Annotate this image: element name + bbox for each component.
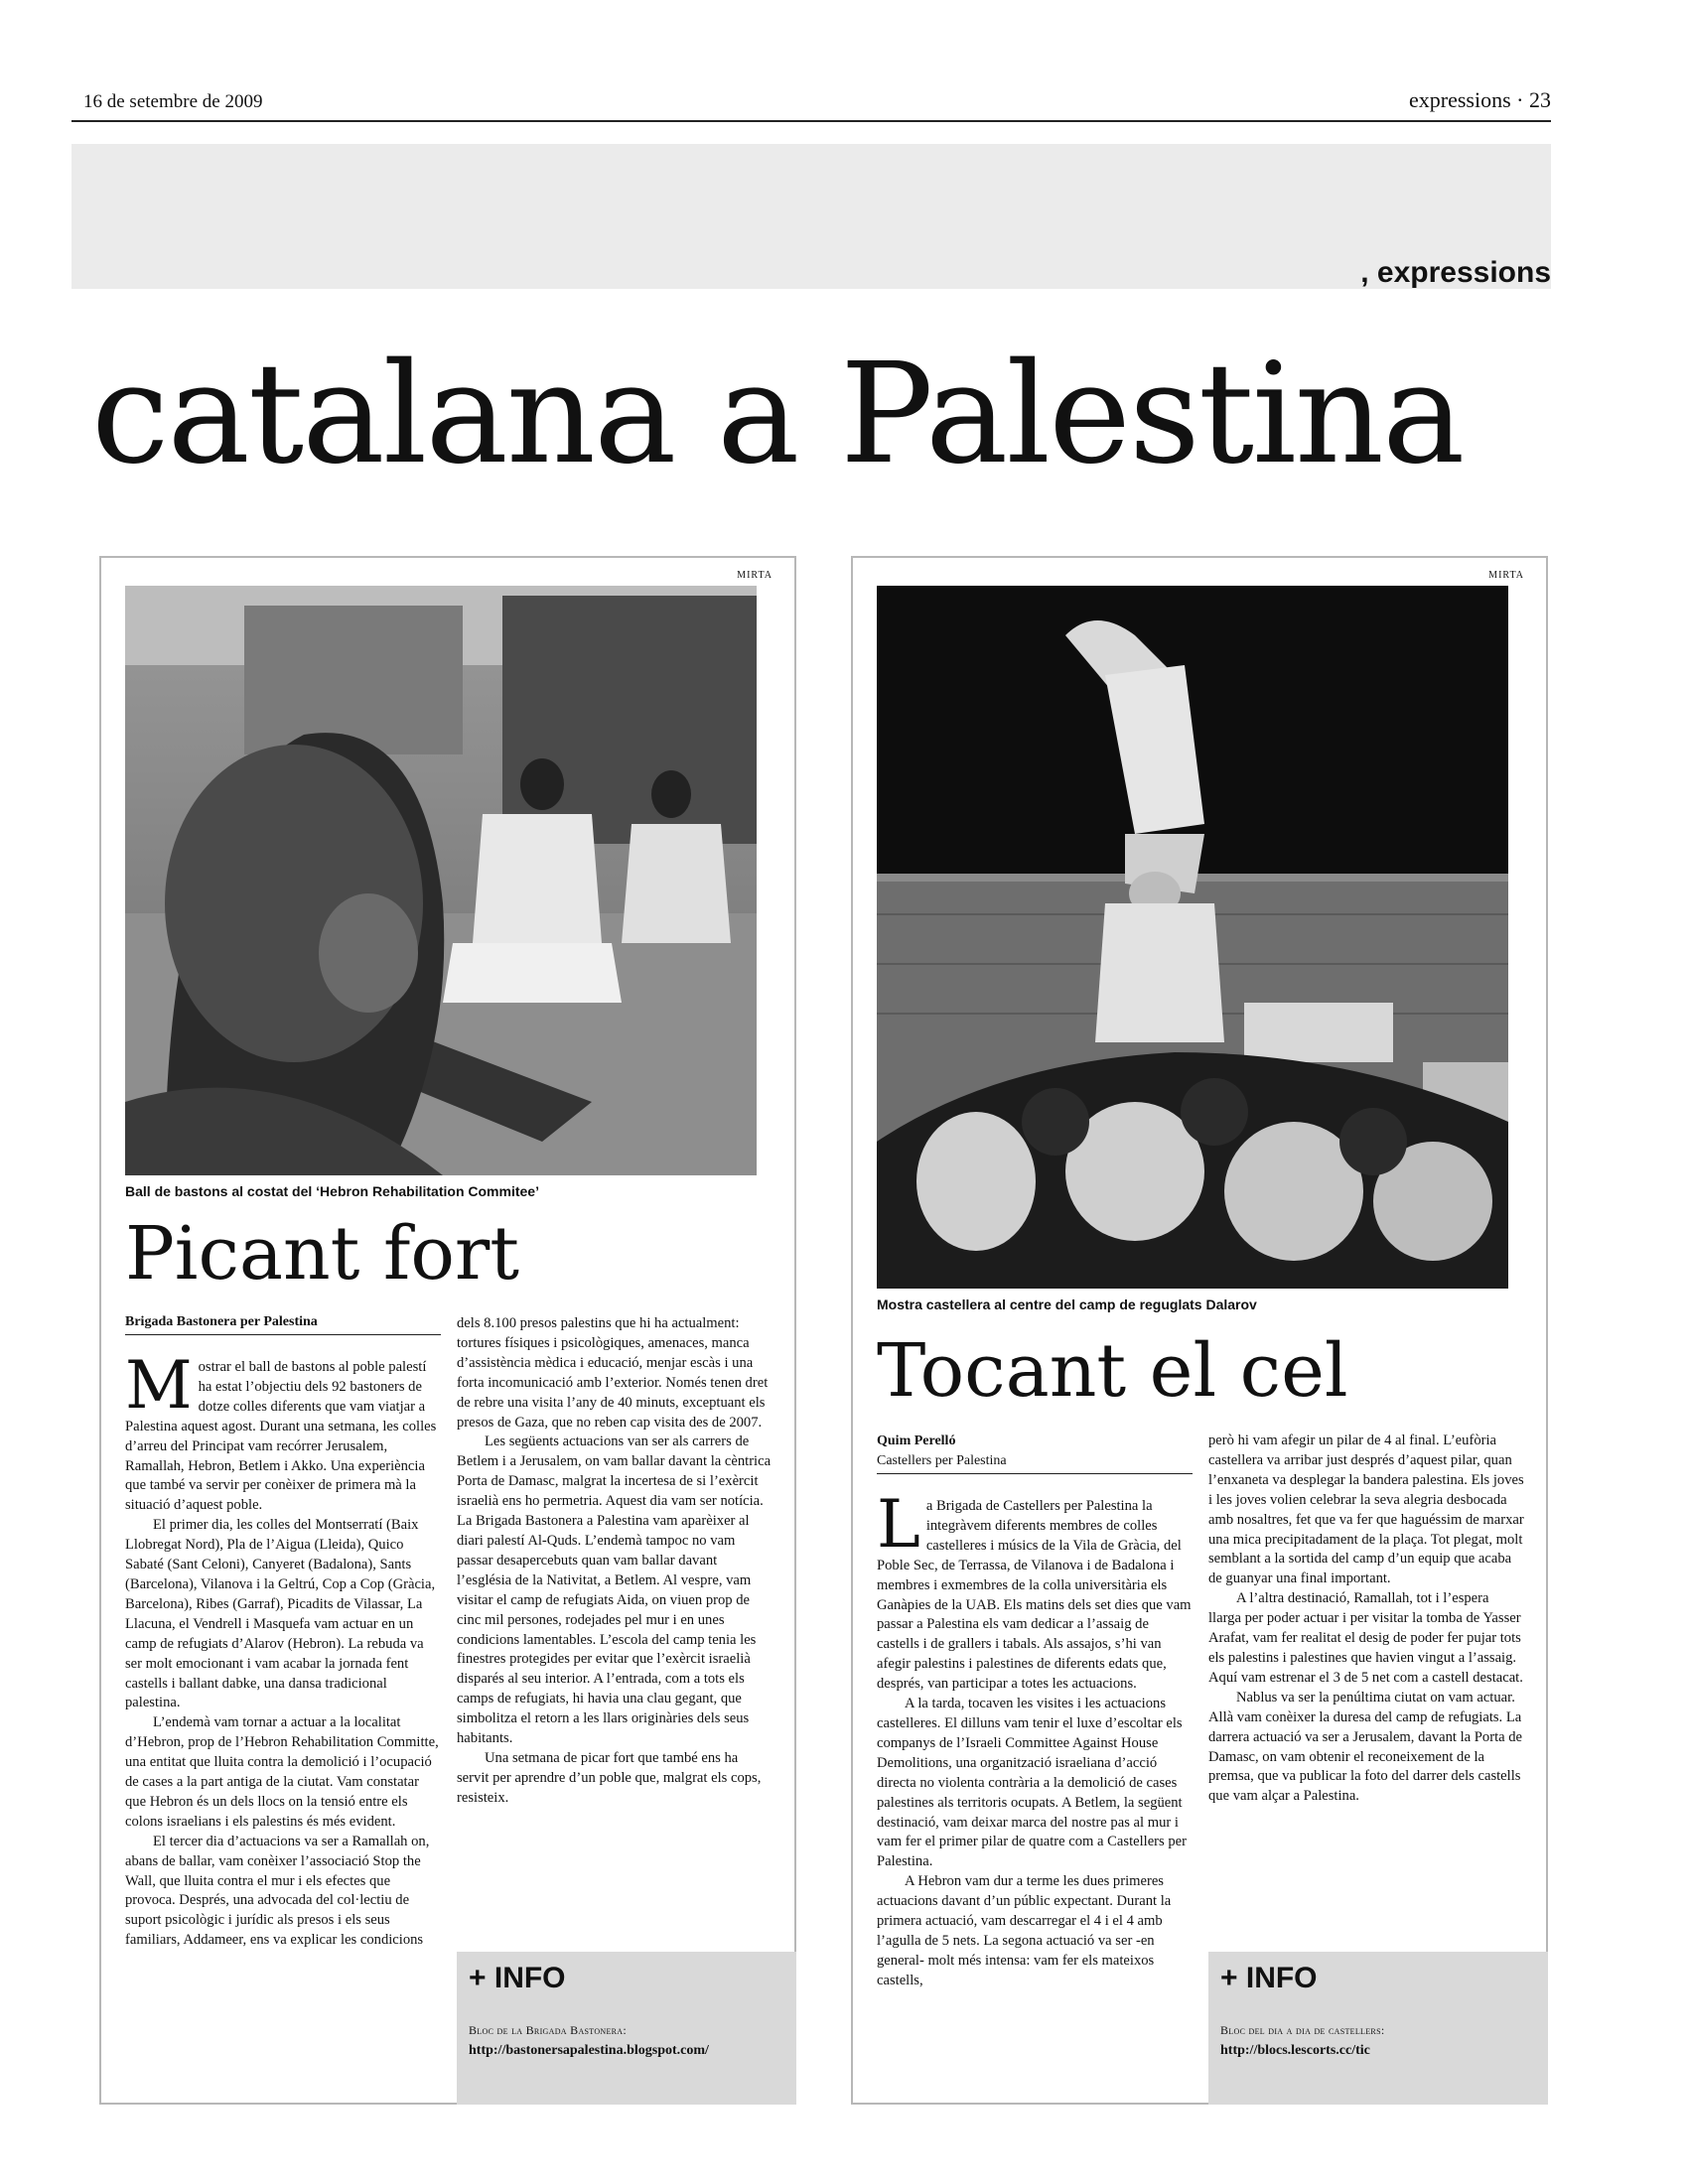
info-link[interactable]: http://blocs.lescorts.cc/tic — [1220, 2043, 1370, 2058]
info-label: Bloc de la Brigada Bastonera: — [469, 2023, 628, 2037]
right-article — [851, 556, 1548, 2105]
paragraph: A l’altra destinació, Ramallah, tot i l’espera llarga per poder actuar i per visitar la tomba de Yasser Arafat, vam fer realitat el desig de poder fer pujar tots els palestins i palestines que havien vingut a l’assaig. Aquí vam estrenar el 3 de 5 net com a castell destacat. — [1208, 1590, 1523, 1686]
article-column-2 — [1208, 1432, 1524, 1928]
info-title: + INFO — [1220, 1962, 1318, 1994]
photo-human-tower-image — [877, 586, 1508, 1289]
photo-credit: MIRTA — [1488, 570, 1524, 581]
photo-human-tower — [877, 586, 1508, 1289]
paragraph: Les següents actuacions van ser als carrers de Betlem i a Jerusalem, on vam ballar davant la cèntrica Porta de Damasc, malgrat la incertesa de si l’exèrcit israelià ens ho permetria. Aquest dia vam ser notícia. La Brigada Bastonera a Palestina vam aparèixer al diari palestí Al-Quds. L’endemà tampoc no vam passar desapercebuts quan vam ballar davant l’església de la Nativitat, a Betlem. Al vespre, vam visitar el camp de refugiats Aida, on viuen prop de cinc mil persones, rodejades pel mur i en unes condicions lamentables. L’escola del camp tenia les finestres protegides per evitar que l’exèrcit israelià disparés al seu interior. A l’entrada, com a tots els camps de refugiats, hi havia una clau gegant, que simbolitza el retorn a les llars originàries dels seus habitants. — [457, 1433, 772, 1747]
main-title: catalana a Palestina — [91, 334, 1464, 495]
info-label: Bloc del dia a dia de castellers: — [1220, 2023, 1385, 2037]
paragraph: L’endemà vam tornar a actuar a la localitat d’Hebron, prop de l’Hebron Rehabilitation Committe, una entitat que lluita contra la demolició i l’ocupació de cases a la part antiga de la ciutat. Vam constatar que Hebron és un dels llocs on la tensió entre els colons israelians i els palestins és més evident. — [125, 1714, 439, 1830]
article-byline: Brigada Bastonera per Palestina — [125, 1314, 318, 1329]
photo-stick-dance-image — [125, 586, 757, 1175]
paragraph: Una setmana de picar fort que també ens ha servit per aprendre d’un poble que, malgrat els cops, resisteix. — [457, 1749, 762, 1806]
article-column-1 — [125, 1358, 441, 2095]
photo-credit: MIRTA — [737, 570, 773, 581]
article-author: Quim Perelló — [877, 1433, 956, 1448]
paragraph: A la tarda, tocaven les visites i les actuacions castelleres. El dilluns vam tenir el luxe d’escoltar els companys de l’Israeli Committee Against House Demolitions, una organització israeliana d’acció directa no violenta contrària a la demolició de cases palestines als territoris ocupats. A Betlem, la següent destinació, vam deixar marca del nostre pas al mur i vam fer el primer pilar de quatre com a Castellers per Palestina. — [877, 1696, 1188, 1870]
article-column-2 — [457, 1314, 773, 1920]
byline-rule — [125, 1334, 441, 1335]
info-title: + INFO — [469, 1962, 566, 1994]
info-link[interactable]: http://bastonersapalestina.blogspot.com/ — [469, 2043, 709, 2058]
header-rule — [71, 120, 1551, 122]
byline-rule — [877, 1473, 1193, 1474]
article-byline-org: Castellers per Palestina — [877, 1453, 1007, 1468]
section-label: , expressions — [1360, 256, 1551, 289]
dropcap: L — [877, 1497, 920, 1563]
paragraph: Mostrar el ball de bastons al poble palestí ha estat l’objectiu dels 92 bastoners de dotze colles diferents que vam viatjar a Palestina aquest agost. Durant una setmana, les colles d’arreu del Principat vam recórrer Jerusalem, Ramallah, Hebron, Betlem i Akko. Una experiència que també va servir per conèixer de primera mà la situació d’aquest poble. — [125, 1358, 437, 1514]
photo-stick-dance — [125, 586, 757, 1175]
paragraph: dels 8.100 presos palestins que hi ha actualment: tortures físiques i psicològiques, amenaces, manca d’assistència mèdica i educació, menjar escàs i una forta incomunicació amb l’exterior. Només tenen dret de rebre una visita l’any de 40 minuts, exceptuant els presos de Gaza, que no reben cap visita des de 2007. — [457, 1315, 769, 1431]
section-page-number: expressions · 23 — [1409, 87, 1551, 112]
info-box — [457, 1952, 796, 2105]
paragraph: Nablus va ser la penúltima ciutat on vam actuar. Allà vam conèixer la duresa del camp de refugiats. La darrera actuació va ser a Jerusalem, davant la Porta de Damasc, on vam obtenir el reconeixement de la premsa, que va publicar la foto del darrer dels castells que vam alçar a Palestina. — [1208, 1689, 1523, 1805]
left-article — [99, 556, 796, 2105]
photo-caption: Ball de bastons al costat del ‘Hebron Rehabilitation Commitee’ — [125, 1183, 539, 1199]
article-column-1 — [877, 1497, 1193, 2093]
info-box — [1208, 1952, 1548, 2105]
paragraph: La Brigada de Castellers per Palestina la integràvem diferents membres de colles castelleres i músics de la Vila de Gràcia, del Poble Sec, de Terrassa, de Vilanova i de Badalona i membres i exmembres de la colla universitària els Ganàpies de la UAB. Els matins dels set dies que vam passar a Palestina els vam dedicar a l’assaig de castells i de grallers i tabals. Als assajos, s’hi van afegir palestins i palestines de diferents edats que, després, van participar a totes les actuacions. — [877, 1497, 1192, 1693]
paragraph: El primer dia, les colles del Montserratí (Baix Llobregat Nord), Pla de l’Aigua (Lleida), Quico Sabaté (Sant Celoni), Canyeret (Badalona), Sants (Barcelona), Vilanova i la Geltrú, Cop a Cop (Gràcia, Barcelona), Ribes (Garraf), Picadits de Vilassar, La Llacuna, el Vendrell i Masquefa vam actuar en un camp de refugiats d’Alarov (Hebron). La rebuda va ser molt emocionant i vam acabar la jornada fent castells i ballant dabke, una dansa tradicional palestina. — [125, 1517, 436, 1711]
paragraph: El tercer dia d’actuacions va ser a Ramallah on, abans de ballar, vam conèixer l’associació Stop the Wall, que lluita contra el mur i els efectes que provoca. Després, una advocada del col·lectiu de suport psicològic i jurídic als presos i els seus familiars, Addameer, ens va explicar les condicions — [125, 1833, 430, 1949]
article-headline: Picant fort — [125, 1211, 519, 1297]
paragraph: però hi vam afegir un pilar de 4 al final. L’eufòria castellera va arribar just després d’aquest pilar, quan l’enxaneta va desplegar la bandera palestina. Els joves i les joves volien celebrar la seva alegria desbocada amb nosaltres, fet que va fer que haguéssim de marxar una mica precipitadament de la plaça. Tot plegat, molt semblant a la sortida del camp d’un equip que acaba de guanyar una final important. — [1208, 1433, 1524, 1587]
article-headline: Tocant el cel — [877, 1328, 1348, 1414]
issue-date: 16 de setembre de 2009 — [83, 91, 263, 112]
gray-banner — [71, 144, 1551, 289]
photo-caption: Mostra castellera al centre del camp de reguglats Dalarov — [877, 1297, 1257, 1312]
dropcap: M — [125, 1358, 193, 1424]
paragraph: A Hebron vam dur a terme les dues primeres actuacions davant d’un públic expectant. Durant la primera actuació, vam descarregar el 4 i el 4 amb l’agulla de 5 nets. La segona actuació va ser -en general- molt més intensa: vam fer els mateixos castells, — [877, 1873, 1172, 1988]
